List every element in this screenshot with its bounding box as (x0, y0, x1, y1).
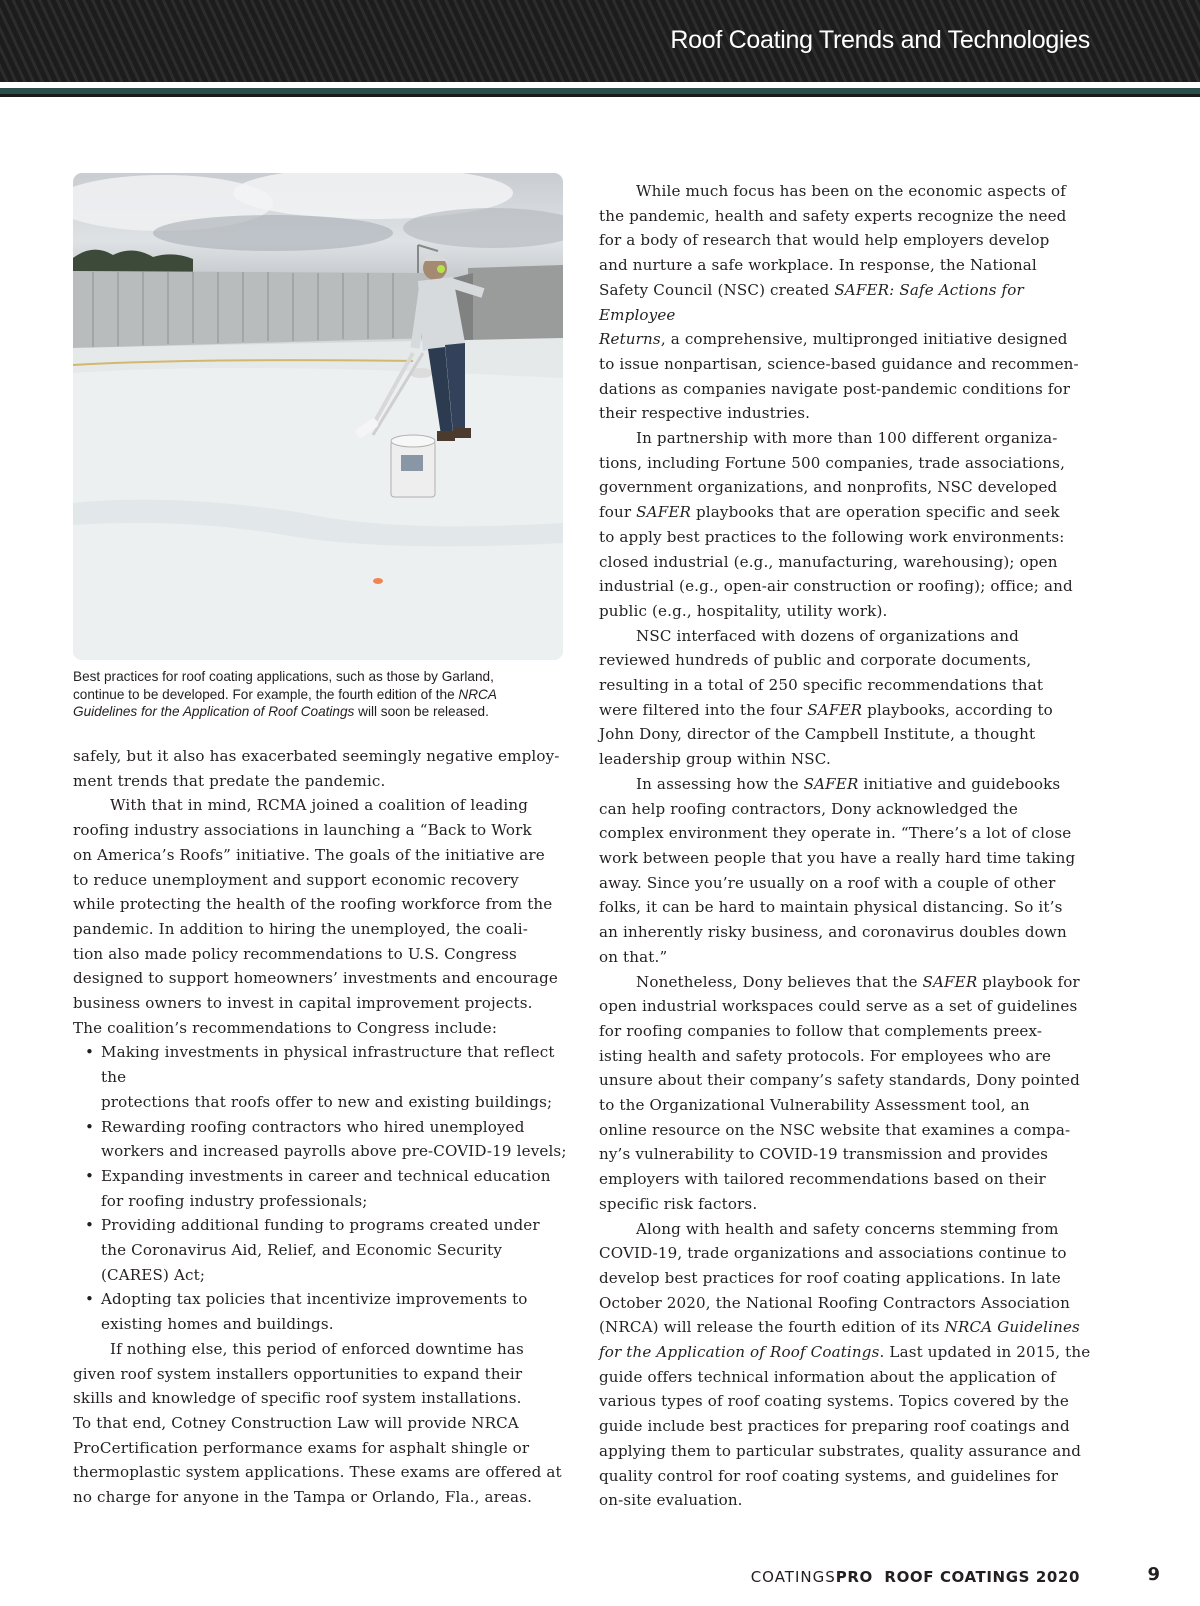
section-title: Roof Coating Trends and Technologies (670, 26, 1090, 54)
page-number: 9 (1147, 1564, 1160, 1585)
list-item: • Providing additional funding to programs created under the Coronavirus Aid, Relief, and Economic Security (CARES) Act; (73, 1213, 573, 1287)
brand-pro: PRO (835, 1568, 873, 1586)
right-paragraph-2: In partnership with more than 100 different organiza- tions, including Fortune 500 companies, trade associations, government organizations, and nonprofits, NSC developed four SAFER playbooks that are operation specific and seek to apply best practices to the following work environments: closed industrial (e.g., manufacturing, warehousing); open industrial (e.g., open-air construction or roofing); office; and public (e.g., hospitality, utility work). (599, 429, 1073, 620)
right-paragraph-5: Nonetheless, Dony believes that the SAFER playbook for open industrial workspaces could serve as a set of guidelines for roofing companies to follow that complements preex- isting health and safety protocols. For employees who are unsure about their company’s safety standards, Dony pointed to the Organizational Vulnerability Assessment tool, an online resource on the NSC website that examines a compa- ny’s vulnerability to COVID-19 transmission and provides employers with tailored recommendations based on their specific risk factors. (599, 972, 1080, 1213)
header-rule-dark (0, 94, 1200, 97)
right-paragraph-4: In assessing how the SAFER initiative and guidebooks can help roofing contractors, Dony acknowledged the complex environment they operate in. “There’s a lot of close work between people that you have a really hard time taking away. Since you’re usually on a roof with a couple of other folks, it can be hard to maintain physical distancing. So it’s an inherently risky business, and coronavirus doubles down on that.” (599, 774, 1076, 966)
recommendations-list (73, 1040, 573, 1336)
page-header-band (0, 0, 1200, 82)
right-column (599, 179, 1099, 1513)
list-item: • Rewarding roofing contractors who hired unemployed workers and increased payrolls above pre-COVID-19 levels; (73, 1115, 573, 1164)
right-paragraph-1: While much focus has been on the economic aspects of the pandemic, health and safety experts recognize the need for a body of research that would help employers develop and nurture a safe workplace. In response, the National Safety Council (NSC) created SAFER: Safe Actions for Employee Returns, a comprehensive, multipronged initiative designed to issue nonpartisan, science-based guidance and recommen- dations as companies navigate post-pandemic conditions for their respective industries. (599, 182, 1079, 423)
photo-caption: Best practices for roof coating applications, such as those by Garland, continue to be developed. For example, the fourth edition of the NRCA Guidelines for the Application of Roof Coatings will soon be released. (73, 669, 497, 720)
list-item: • Adopting tax policies that incentivize improvements to existing homes and buildings. (73, 1287, 573, 1336)
right-paragraph-6: Along with health and safety concerns stemming from COVID-19, trade organizations and associations continue to develop best practices for roof coating applications. In late October 2020, the National Roofing Contractors Association (NRCA) will release the fourth edition of its NRCA Guidelines for the Application of Roof Coatings. Last updated in 2015, the guide offers technical information about the application of various types of roof coating systems. Topics covered by the guide include best practices for preparing roof coatings and applying them to particular substrates, quality assurance and quality control for roof coating systems, and guidelines for on-site evaluation. (599, 1219, 1091, 1510)
left-column (73, 744, 573, 1510)
roof-worker-illustration (73, 173, 563, 660)
list-item: • Expanding investments in career and technical education for roofing industry professionals; (73, 1164, 573, 1213)
roof-coating-photo (73, 173, 563, 660)
brand-coatings: COATINGS (750, 1568, 836, 1586)
list-item: • Making investments in physical infrastructure that reflect the protections that roofs offer to new and existing buildings; (73, 1040, 573, 1114)
left-paragraph-2: With that in mind, RCMA joined a coalition of leading roofing industry associations in launching a “Back to Work on America’s Roofs” initiative. The goals of the initiative are to reduce unemployment and support economic recovery while protecting the health of the roofing workforce from the pandemic. In addition to hiring the unemployed, the coali- tion also made policy recommendations to U.S. Congress designed to support homeowners’ investments and encourage business owners to invest in capital improvement projects. The coalition’s recommendations to Congress include: (73, 796, 558, 1037)
left-paragraph-3: If nothing else, this period of enforced downtime has given roof system installers opportunities to expand their skills and knowledge of specific roof system installations. To that end, Cotney Construction Law will provide NRCA ProCertification performance exams for asphalt shingle or thermoplastic system applications. These exams are offered at no charge for anyone in the Tampa or Orlando, Fla., areas. (73, 1339, 562, 1507)
footer-publication (720, 1568, 1080, 1586)
right-paragraph-3: NSC interfaced with dozens of organizations and reviewed hundreds of public and corporate documents, resulting in a total of 250 specific recommendations that were filtered into the four SAFER playbooks, according to John Dony, director of the Campbell Institute, a thought leadership group within NSC. (599, 626, 1053, 769)
left-paragraph-1: safely, but it also has exacerbated seemingly negative employ- ment trends that predate the pandemic. (73, 747, 560, 790)
issue-name: ROOF COATINGS 2020 (884, 1568, 1080, 1586)
